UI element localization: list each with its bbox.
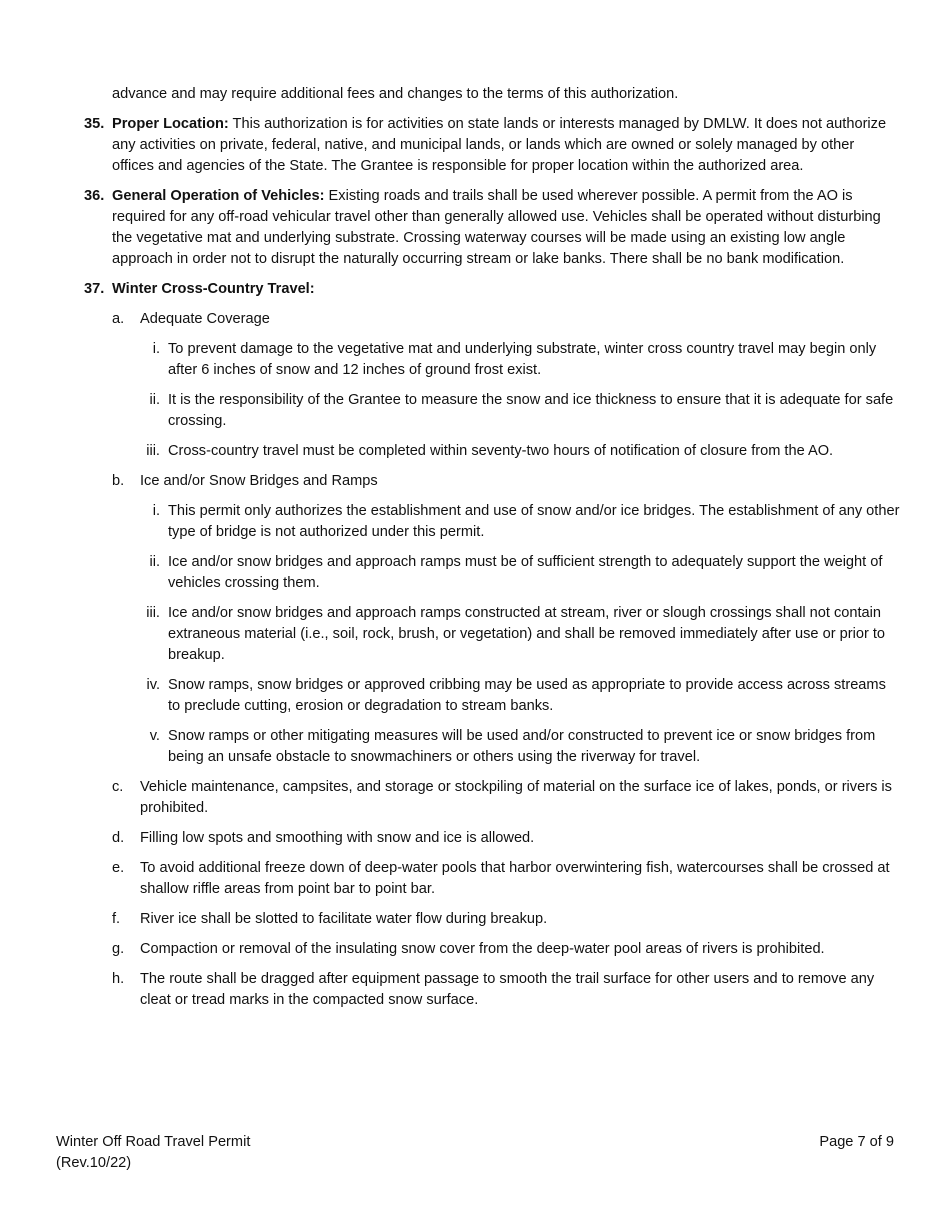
subsection-text: The route shall be dragged after equipment passage to smooth the trail surface for other users and to remove any cleat or tread marks in the compacted snow surface. <box>140 971 875 1008</box>
subsection-text: To avoid additional freeze down of deep-water pools that harbor overwintering fish, watercourses shall be crossed at shallow riffle areas from point bar to point bar. <box>140 860 890 897</box>
subsection-marker: d. <box>112 830 125 846</box>
item-marker: v. <box>149 728 160 744</box>
subsection-d <box>84 828 900 849</box>
item-marker: i. <box>152 341 160 357</box>
subsection-marker: b. <box>112 473 125 489</box>
list-item <box>84 339 900 381</box>
item-marker: iii. <box>146 443 160 459</box>
item-marker: ii. <box>149 554 160 570</box>
subsection-text: River ice shall be slotted to facilitate water flow during breakup. <box>140 911 548 927</box>
list-item <box>84 441 900 462</box>
list-item <box>84 501 900 543</box>
list-item <box>84 390 900 432</box>
section-35 <box>84 114 900 177</box>
section-number: 37. <box>84 281 105 297</box>
section-body: Existing roads and trails shall be used wherever possible. A permit from the AO is required for any off-road vehicular travel other than generally allowed use. Vehicles shall be operated without disturbing the vegetative mat and underlying substrate. Crossing waterway courses will be made using an existing low angle approach in order not to disrupt the naturally occurring stream or lake banks. There shall be no bank modification. <box>112 188 881 267</box>
subsection-f <box>84 909 900 930</box>
item-text: Ice and/or snow bridges and approach ramps must be of sufficient strength to adequately support the weight of vehicles crossing them. <box>168 554 883 591</box>
item-marker: ii. <box>149 392 160 408</box>
subsection-g <box>84 939 900 960</box>
subsection-marker: h. <box>112 971 125 987</box>
section-body: This authorization is for activities on state lands or interests managed by DMLW. It does not authorize any activities on private, federal, native, and municipal lands, or lands which are owned or solely managed by other offices and agencies of the State. The Grantee is responsible for proper location within the authorized area. <box>112 116 887 174</box>
subsection-marker: g. <box>112 941 125 957</box>
section-36 <box>84 186 900 270</box>
subsection-marker: f. <box>112 911 121 927</box>
item-text: Snow ramps, snow bridges or approved cribbing may be used as appropriate to provide access across streams to preclude cutting, erosion or degradation to stream banks. <box>168 677 886 714</box>
document-title: Winter Off Road Travel Permit <box>56 1134 251 1150</box>
subsection-c <box>84 777 900 819</box>
subsection-h <box>84 969 900 1011</box>
footer-left <box>56 1132 250 1174</box>
section-number: 36. <box>84 188 105 204</box>
subsection-text: Vehicle maintenance, campsites, and storage or stockpiling of material on the surface ice of lakes, ponds, or rivers is prohibited. <box>140 779 892 816</box>
item-marker: iii. <box>146 605 160 621</box>
subsection-e <box>84 858 900 900</box>
intro-line: advance and may require additional fees and changes to the terms of this authorization. <box>112 86 679 102</box>
item-text: Snow ramps or other mitigating measures will be used and/or constructed to prevent ice or snow bridges from being an unsafe obstacle to snowmachiners or others using the riverway for travel. <box>168 728 876 765</box>
item-text: It is the responsibility of the Grantee to measure the snow and ice thickness to ensure that it is adequate for safe crossing. <box>168 392 894 429</box>
subsection-marker: e. <box>112 860 125 876</box>
list-item <box>84 603 900 666</box>
item-text: Ice and/or snow bridges and approach ramps constructed at stream, river or slough crossings shall not contain extraneous material (i.e., soil, rock, brush, or vegetation) and shall be removed immediately after use or prior to breakup. <box>168 605 886 663</box>
document-revision: (Rev.10/22) <box>56 1155 132 1171</box>
section-37 <box>84 279 900 300</box>
page-number: Page 7 of 9 <box>819 1134 894 1150</box>
item-marker: iv. <box>146 677 160 693</box>
document-body <box>84 84 900 1011</box>
subsection-text: Adequate Coverage <box>140 311 270 327</box>
item-text: Cross-country travel must be completed within seventy-two hours of notification of closure from the AO. <box>168 443 834 459</box>
subsection-text: Compaction or removal of the insulating snow cover from the deep-water pool areas of rivers is prohibited. <box>140 941 825 957</box>
item-marker: i. <box>152 503 160 519</box>
section-heading: Winter Cross-Country Travel: <box>112 281 315 297</box>
list-item <box>84 726 900 768</box>
subsection-text: Ice and/or Snow Bridges and Ramps <box>140 473 378 489</box>
subsection-marker: a. <box>112 311 125 327</box>
section-heading: Proper Location: <box>112 116 229 132</box>
list-item <box>84 552 900 594</box>
section-heading: General Operation of Vehicles: <box>112 188 325 204</box>
list-item <box>84 675 900 717</box>
subsection-text: Filling low spots and smoothing with snow and ice is allowed. <box>140 830 535 846</box>
section-number: 35. <box>84 116 105 132</box>
subsection-b <box>84 471 900 492</box>
item-text: To prevent damage to the vegetative mat and underlying substrate, winter cross country travel may begin only after 6 inches of snow and 12 inches of ground frost exist. <box>168 341 877 378</box>
item-text: This permit only authorizes the establishment and use of snow and/or ice bridges. The establishment of any other type of bridge is not authorized under this permit. <box>168 503 900 540</box>
subsection-a <box>84 309 900 330</box>
subsection-marker: c. <box>112 779 124 795</box>
